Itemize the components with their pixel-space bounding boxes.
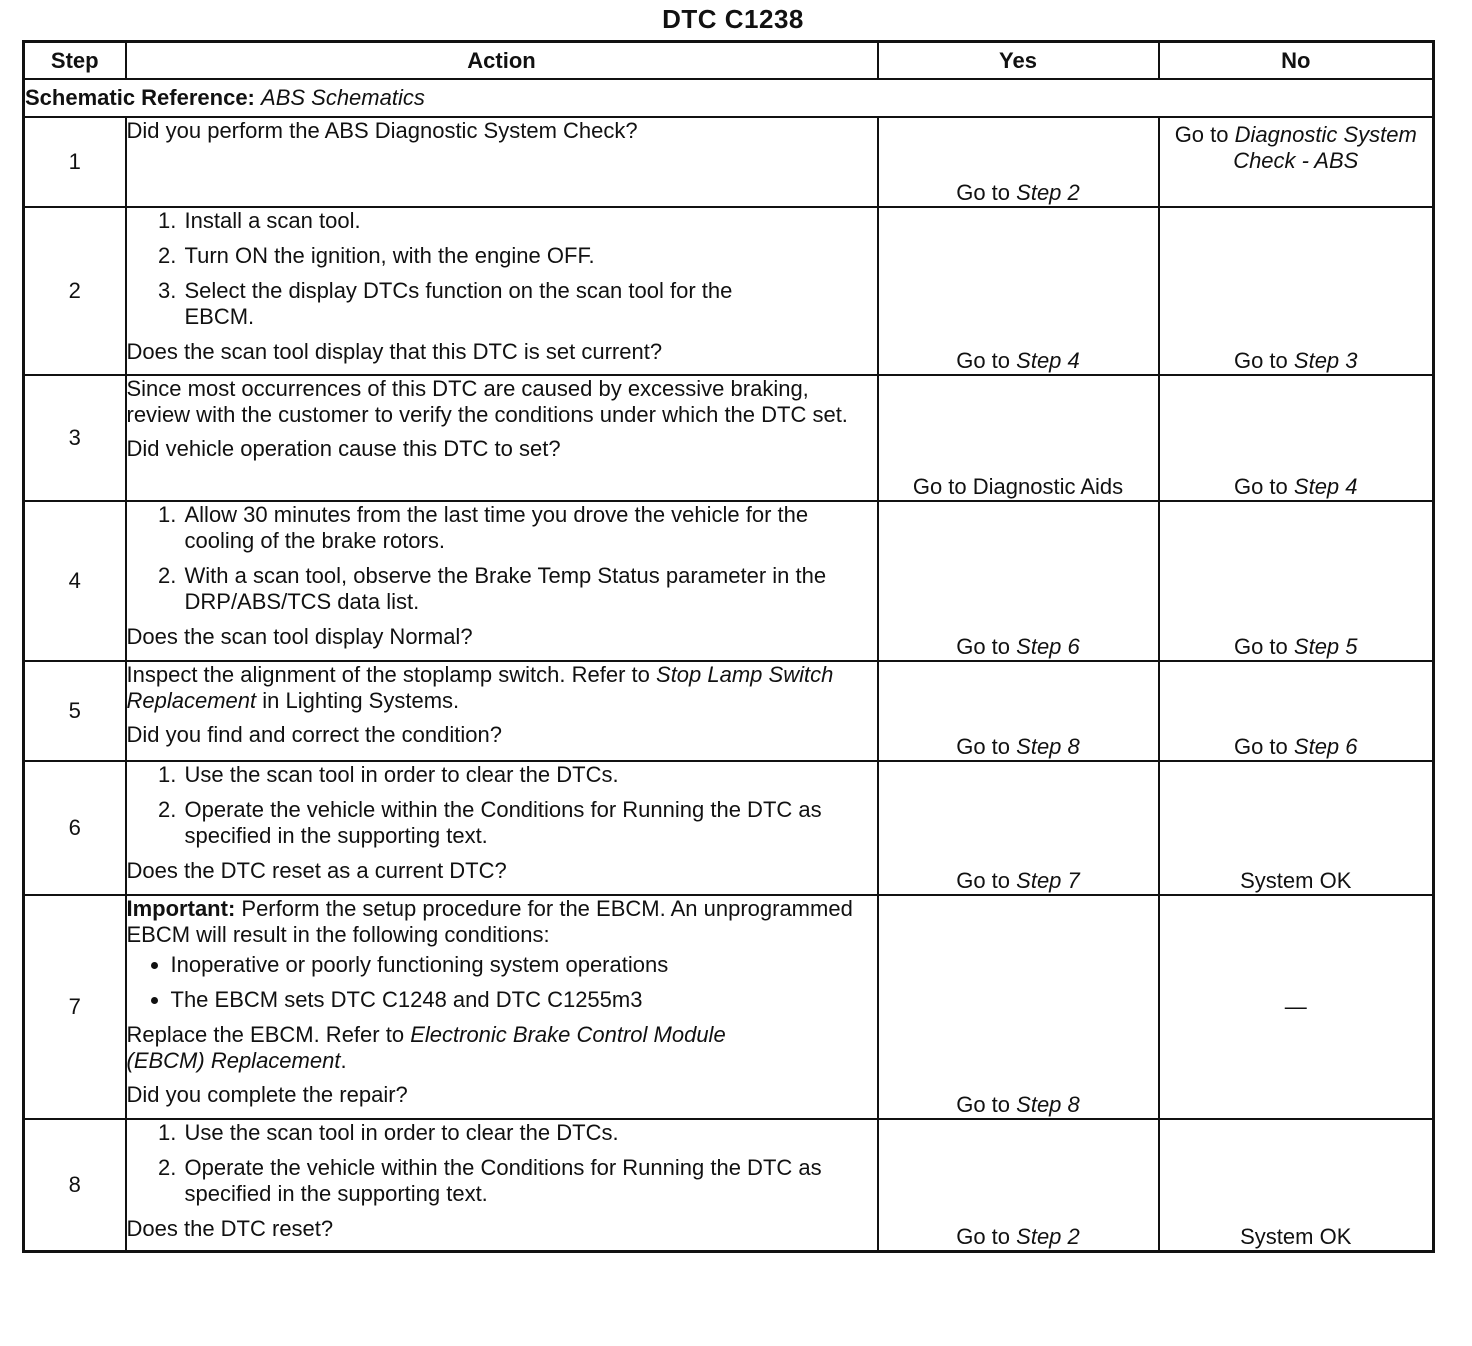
step-link[interactable]: Step 8 (1016, 1092, 1080, 1117)
no-cell[interactable] (1159, 207, 1434, 375)
condition-item: • Inoperative or poorly functioning system operations (171, 952, 877, 978)
step-text-part: Inspect the alignment of the stoplamp switch. Refer to (126, 662, 650, 687)
go-to-text: Go to (956, 734, 1011, 759)
step-question: Did you find and correct the condition? (126, 722, 502, 747)
step-text-part: . (340, 1048, 347, 1073)
empty-dash: — (1284, 994, 1307, 1019)
step-number: 1 (24, 117, 126, 207)
step-link[interactable]: Step 4 (1293, 474, 1358, 499)
step-question: Did vehicle operation cause this DTC to set? (126, 436, 561, 461)
stop-lamp-switch-link[interactable]: Stop Lamp Switch Replacement (126, 662, 834, 713)
no-cell (1159, 895, 1434, 1119)
diagnostic-system-check-link[interactable]: Diagnostic System Check - ABS (1233, 122, 1417, 173)
step-number: 2 (24, 207, 126, 375)
condition-list (127, 952, 877, 1013)
system-ok-text: System OK (1240, 1223, 1352, 1249)
step-text: Since most occurrences of this DTC are caused by excessive braking, review with the customer to verify the conditions under which the DTC set. (126, 376, 848, 427)
schematic-reference (24, 79, 1434, 117)
step-link[interactable]: Step 6 (1016, 634, 1080, 659)
schematic-link[interactable]: ABS Schematics (261, 85, 425, 110)
no-cell[interactable] (1159, 375, 1434, 501)
step-text-part: in Lighting Systems. (262, 688, 460, 713)
go-to-text: Go to (1233, 474, 1288, 499)
step-instructions (127, 762, 877, 849)
yes-cell[interactable] (878, 501, 1159, 661)
instruction-item: 3. Select the display DTCs function on the scan tool for the EBCM. (183, 278, 877, 330)
action-cell (126, 117, 878, 207)
no-cell (1159, 761, 1434, 895)
yes-cell[interactable] (878, 661, 1159, 761)
yes-cell[interactable] (878, 1119, 1159, 1251)
step-number: 4 (24, 501, 126, 661)
instruction-item: 1. Allow 30 minutes from the last time you drove the vehicle for the cooling of the brake rotors. (183, 502, 877, 554)
go-to-text: Go to (956, 180, 1011, 205)
go-to-text: Go to (1233, 734, 1288, 759)
yes-cell[interactable] (878, 761, 1159, 895)
step-text (127, 662, 877, 714)
go-to-text: Go to (956, 348, 1011, 373)
table-row (24, 117, 1434, 207)
step-question: Does the scan tool display that this DTC is set current? (126, 339, 663, 364)
go-to-text: Go to (1174, 122, 1229, 147)
condition-item: • The EBCM sets DTC C1248 and DTC C1255m3 (171, 987, 877, 1013)
important-text: Perform the setup procedure for the EBCM. An unprogrammed EBCM will result in the following conditions: (126, 896, 853, 947)
yes-cell[interactable] (878, 117, 1159, 207)
table-row (24, 895, 1434, 1119)
step-link[interactable]: Step 2 (1016, 1223, 1080, 1249)
step-number: 5 (24, 661, 126, 761)
schematic-label: Schematic Reference: (25, 85, 255, 110)
yes-cell[interactable] (878, 375, 1159, 501)
go-to-text: Go to (956, 868, 1011, 893)
step-link[interactable]: Step 4 (1016, 348, 1080, 373)
action-cell (126, 895, 878, 1119)
step-text (127, 1022, 877, 1074)
go-to-text: Go to (1233, 348, 1288, 373)
no-cell[interactable] (1159, 117, 1434, 207)
instruction-item: 1. Use the scan tool in order to clear the DTCs. (183, 762, 877, 788)
step-question: Does the DTC reset? (126, 1216, 334, 1241)
step-link[interactable]: Step 7 (1016, 868, 1080, 893)
step-question: Does the DTC reset as a current DTC? (126, 858, 507, 883)
instruction-item: 2. With a scan tool, observe the Brake Temp Status parameter in the DRP/ABS/TCS data list. (183, 563, 877, 615)
go-to-text: Go to (1233, 634, 1288, 659)
table-row (24, 207, 1434, 375)
header-yes: Yes (878, 42, 1159, 80)
step-question: Does the scan tool display Normal? (126, 624, 473, 649)
header-step: Step (24, 42, 126, 80)
instruction-item: 2. Operate the vehicle within the Conditions for Running the DTC as specified in the supporting text. (183, 797, 877, 849)
instruction-item: 2. Operate the vehicle within the Conditions for Running the DTC as specified in the supporting text. (183, 1155, 877, 1207)
step-number: 8 (24, 1119, 126, 1251)
action-cell (126, 1119, 878, 1251)
system-ok-text: System OK (1240, 868, 1352, 893)
yes-cell[interactable] (878, 207, 1159, 375)
step-instructions (127, 208, 877, 330)
schematic-row (24, 79, 1434, 117)
step-question: Did you complete the repair? (126, 1082, 408, 1107)
step-number: 7 (24, 895, 126, 1119)
no-cell[interactable] (1159, 501, 1434, 661)
header-action: Action (126, 42, 878, 80)
instruction-item: 1. Install a scan tool. (183, 208, 877, 234)
action-cell (126, 375, 878, 501)
yes-cell[interactable] (878, 895, 1159, 1119)
step-link[interactable]: Step 5 (1293, 634, 1358, 659)
step-number: 6 (24, 761, 126, 895)
no-cell[interactable] (1159, 661, 1434, 761)
step-link[interactable]: Step 3 (1293, 348, 1358, 373)
diagnostic-table (22, 40, 1435, 1253)
go-to-text: Go to (956, 1223, 1011, 1249)
go-to-text: Go to (956, 634, 1011, 659)
action-cell (126, 761, 878, 895)
no-cell (1159, 1119, 1434, 1251)
step-link[interactable]: Step 6 (1293, 734, 1358, 759)
step-text-part: Replace the EBCM. Refer to (126, 1022, 405, 1047)
step-link[interactable]: Step 8 (1016, 734, 1080, 759)
step-instructions (127, 1120, 877, 1207)
table-row (24, 761, 1434, 895)
header-no: No (1159, 42, 1434, 80)
step-question: Did you perform the ABS Diagnostic System Check? (126, 118, 638, 143)
table-row (24, 661, 1434, 761)
instruction-item: 1. Use the scan tool in order to clear the DTCs. (183, 1120, 877, 1146)
step-link[interactable]: Step 2 (1016, 180, 1080, 205)
action-cell (126, 207, 878, 375)
page-title: DTC C1238 (662, 4, 804, 34)
step-instructions (127, 502, 877, 615)
action-cell (126, 661, 878, 761)
diagnostic-aids-link[interactable]: Go to Diagnostic Aids (912, 474, 1124, 499)
instruction-item: 2. Turn ON the ignition, with the engine OFF. (183, 243, 877, 269)
table-row (24, 375, 1434, 501)
action-cell (126, 501, 878, 661)
step-number: 3 (24, 375, 126, 501)
go-to-text: Go to (956, 1092, 1011, 1117)
table-row (24, 501, 1434, 661)
ebcm-replacement-link[interactable]: Electronic Brake Control Module (EBCM) Replacement (126, 1022, 726, 1073)
table-row (24, 1119, 1434, 1251)
important-note (127, 896, 877, 948)
header-row (24, 42, 1434, 80)
important-label: Important: (126, 896, 236, 921)
